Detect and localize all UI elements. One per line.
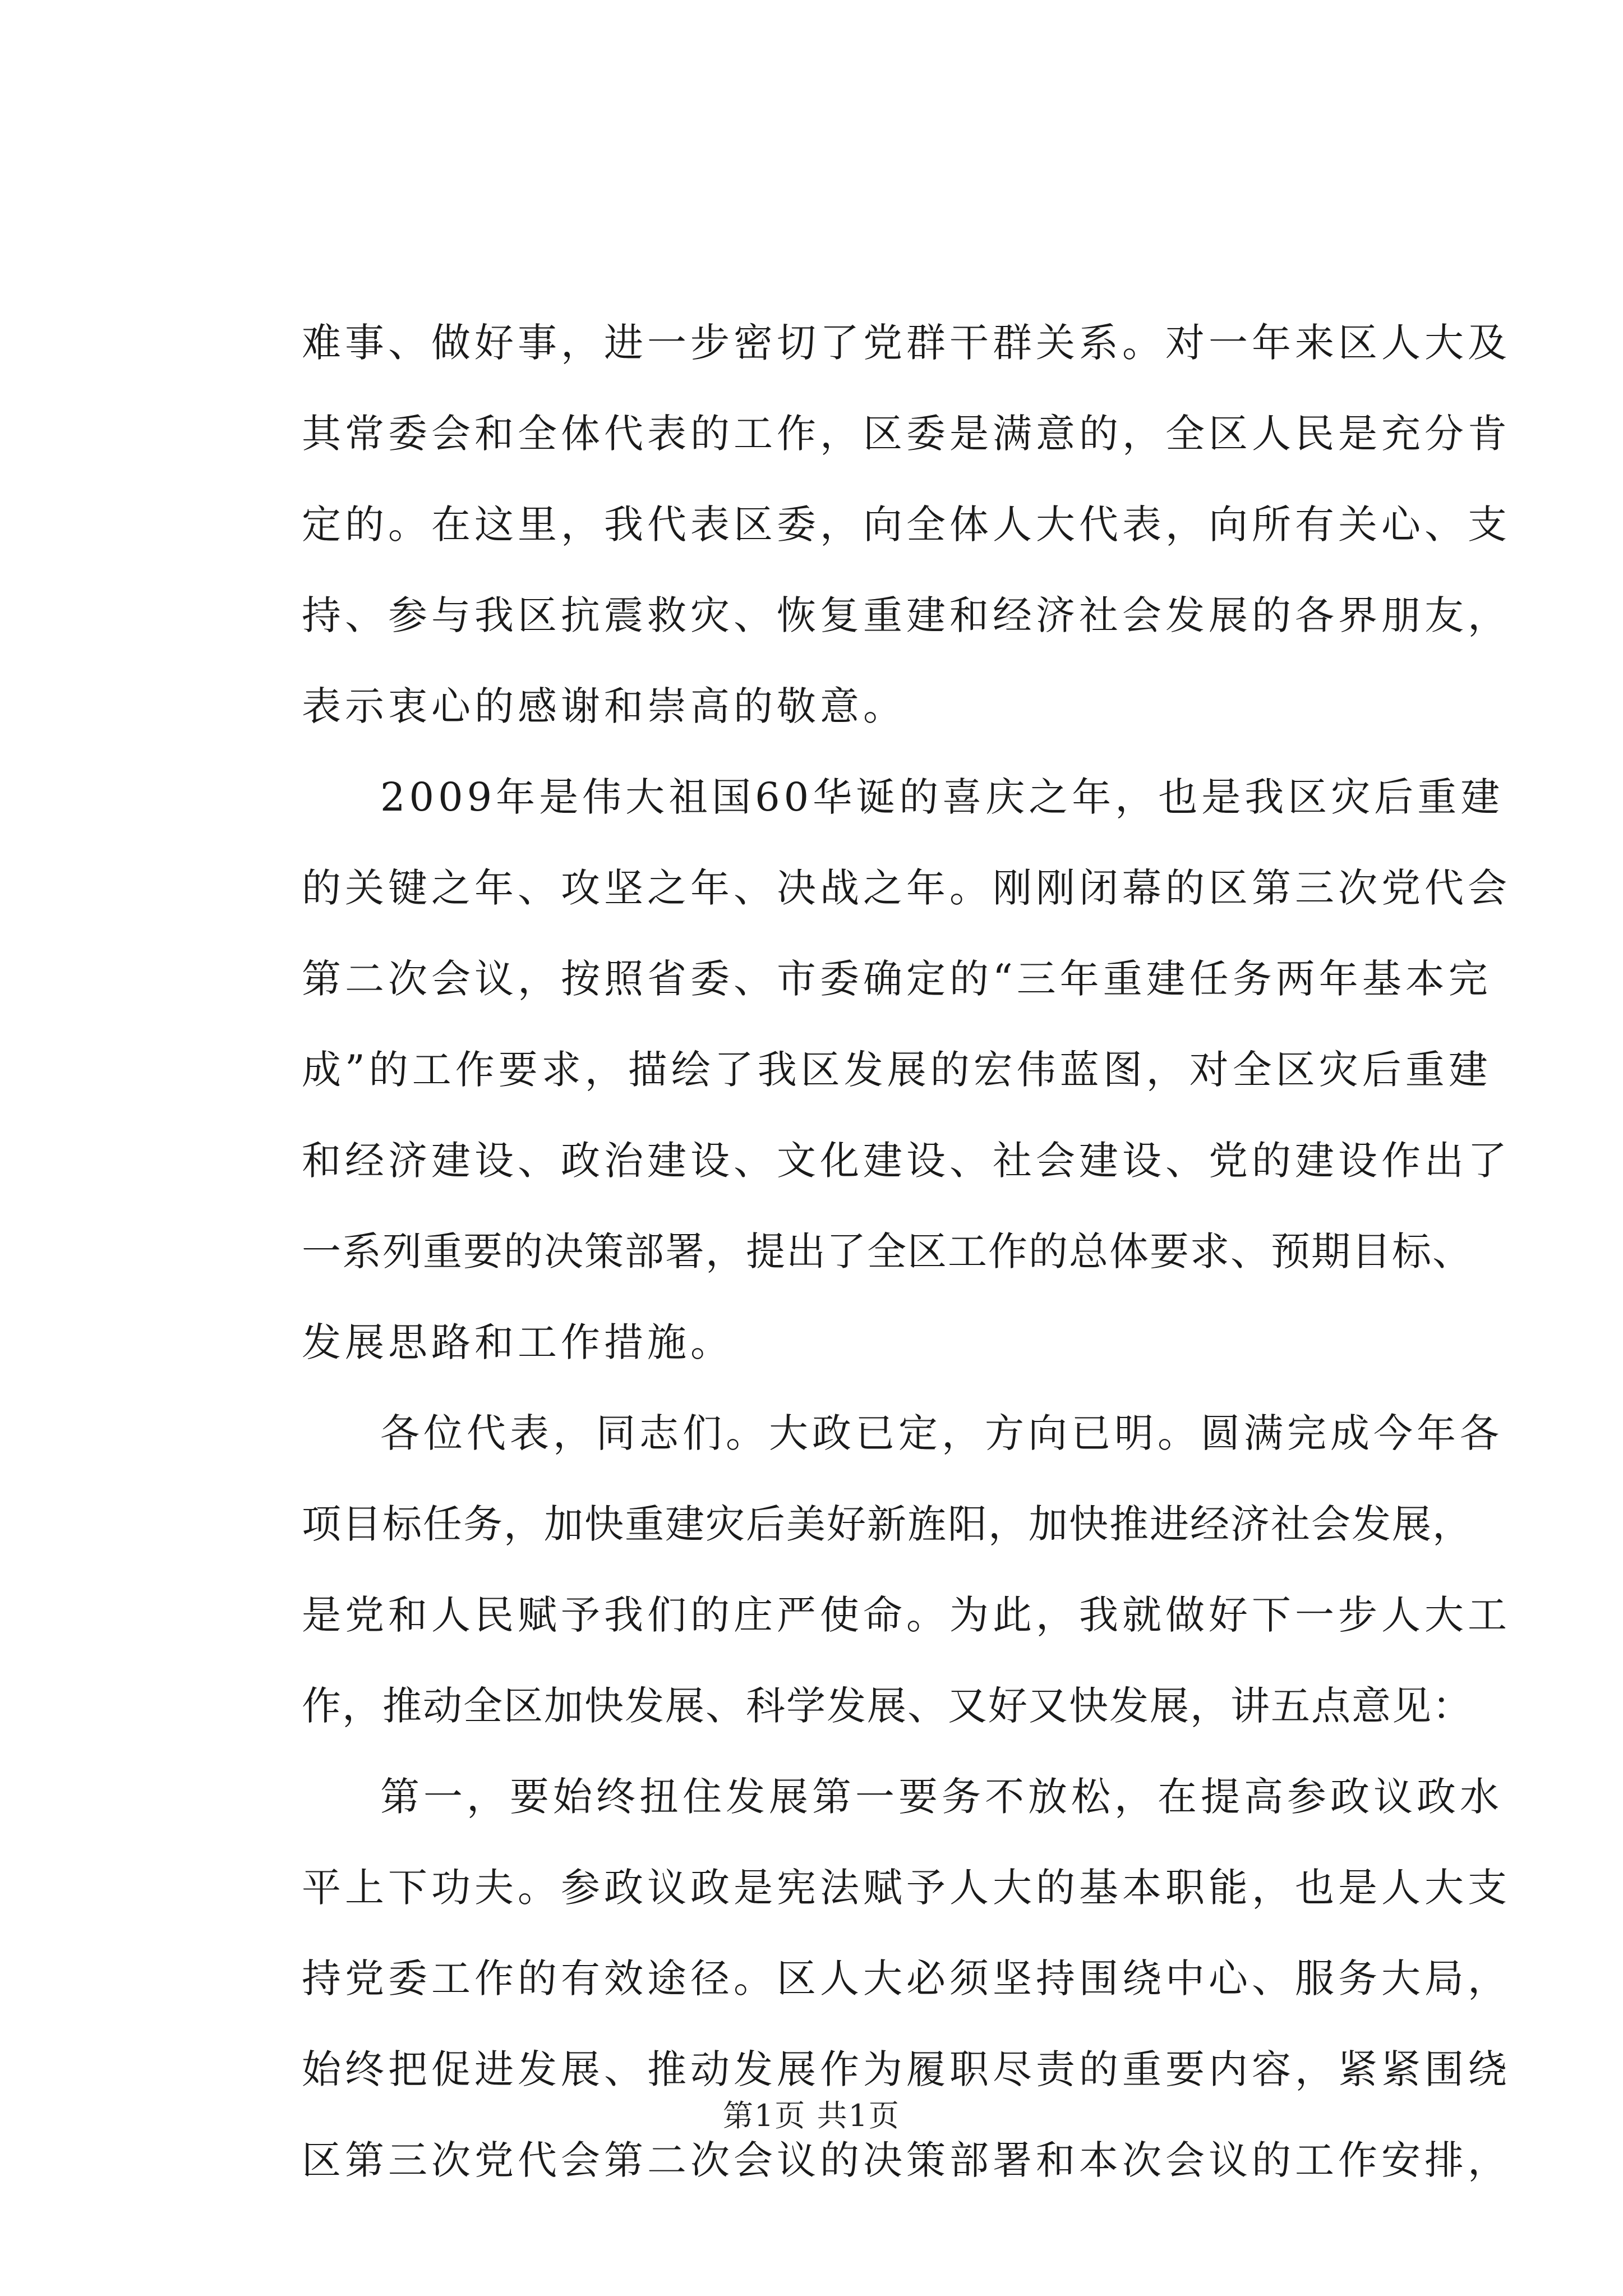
text-line: 的关键之年、攻坚之年、决战之年。刚刚闭幕的区第三次党代会 xyxy=(302,865,1511,911)
text-line: 一系列重要的决策部署，提出了全区工作的总体要求、预期目标、 xyxy=(302,1228,1473,1274)
page-footer: 第1页 共1页 xyxy=(723,2098,900,2133)
text-line: 成”的工作要求，描绘了我区发展的宏伟蓝图，对全区灾后重建 xyxy=(302,1047,1492,1093)
text-line: 是党和人民赋予我们的庄严使命。为此，我就做好下一步人大工 xyxy=(302,1592,1511,1638)
text-line: 始终把促进发展、推动发展作为履职尽责的重要内容，紧紧围绕 xyxy=(302,2046,1511,2092)
document-body xyxy=(302,297,1511,2206)
text-line: 其常委会和全体代表的工作，区委是满意的，全区人民是充分肯 xyxy=(302,411,1511,457)
text-line: 区第三次党代会第二次会议的决策部署和本次会议的工作安排， xyxy=(302,2137,1511,2183)
text-line: 第二次会议，按照省委、市委确定的“三年重建任务两年基本完 xyxy=(302,956,1492,1002)
text-line: 持党委工作的有效途径。区人大必须坚持围绕中心、服务大局， xyxy=(302,1955,1511,2001)
text-line: 平上下功夫。参政议政是宪法赋予人大的基本职能，也是人大支 xyxy=(302,1865,1511,1911)
text-line: 难事、做好事，进一步密切了党群干群关系。对一年来区人大及 xyxy=(302,320,1511,366)
text-line: 作，推动全区加快发展、科学发展、又好又快发展，讲五点意见： xyxy=(302,1683,1473,1729)
paragraph-first-line: 第一，要始终扭住发展第一要务不放松，在提高参政议政水 xyxy=(380,1774,1503,1820)
text-line: 项目标任务，加快重建灾后美好新旌阳，加快推进经济社会发展， xyxy=(302,1501,1473,1547)
text-line: 表示衷心的感谢和崇高的敬意。 xyxy=(302,683,906,729)
paragraph-first-line: 2009年是伟大祖国60华诞的喜庆之年，也是我区灾后重建 xyxy=(380,774,1504,820)
paragraph-first-line: 各位代表，同志们。大政已定，方向已明。圆满完成今年各 xyxy=(380,1410,1503,1456)
text-line: 定的。在这里，我代表区委，向全体人大代表，向所有关心、支 xyxy=(302,501,1511,547)
text-line: 和经济建设、政治建设、文化建设、社会建设、党的建设作出了 xyxy=(302,1138,1511,1184)
text-line: 发展思路和工作措施。 xyxy=(302,1319,734,1365)
text-line: 持、参与我区抗震救灾、恢复重建和经济社会发展的各界朋友， xyxy=(302,592,1511,638)
